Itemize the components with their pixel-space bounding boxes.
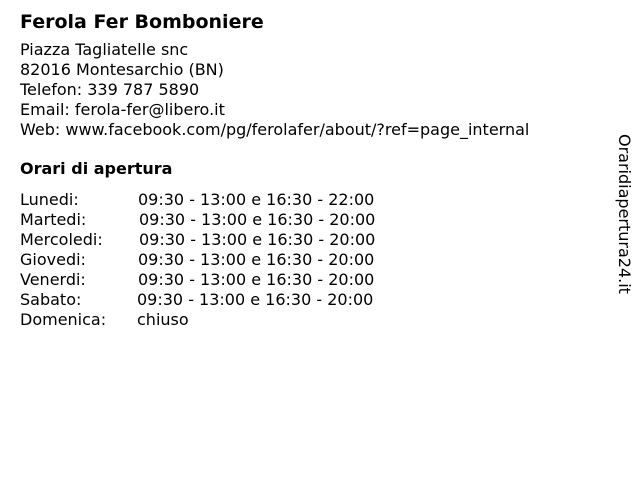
site-watermark: Oraridiapertura24.it xyxy=(615,134,634,294)
day-label: Giovedi: xyxy=(20,250,86,269)
hours-value: 09:30 - 13:00 e 16:30 - 22:00 xyxy=(138,190,375,209)
hours-value: 09:30 - 13:00 e 16:30 - 20:00 xyxy=(139,230,376,249)
hours-value: 09:30 - 13:00 e 16:30 - 20:00 xyxy=(138,250,375,269)
hours-row-friday xyxy=(20,270,610,290)
day-label: Martedi: xyxy=(20,210,87,229)
hours-value: 09:30 - 13:00 e 16:30 - 20:00 xyxy=(137,290,374,309)
address-street: Piazza Tagliatelle snc xyxy=(20,40,189,59)
day-label: Lunedi: xyxy=(20,190,79,209)
email-line: Email: ferola-fer@libero.it xyxy=(20,100,225,119)
business-name: Ferola Fer Bomboniere xyxy=(20,11,264,33)
phone-line: Telefon: 339 787 5890 xyxy=(20,80,200,99)
hours-row-saturday xyxy=(20,290,610,310)
day-label: Domenica: xyxy=(20,310,107,329)
hours-value: 09:30 - 13:00 e 16:30 - 20:00 xyxy=(139,210,376,229)
business-card xyxy=(20,8,610,330)
hours-value: 09:30 - 13:00 e 16:30 - 20:00 xyxy=(138,270,375,289)
address-city: 82016 Montesarchio (BN) xyxy=(20,60,224,79)
opening-hours-table xyxy=(20,190,610,330)
hours-row-thursday xyxy=(20,250,610,270)
hours-row-tuesday xyxy=(20,210,610,230)
hours-row-sunday xyxy=(20,310,610,330)
hours-row-wednesday xyxy=(20,230,610,250)
hours-value: chiuso xyxy=(137,310,189,329)
website-line: Web: www.facebook.com/pg/ferolafer/about/?ref=page_internal xyxy=(20,120,530,139)
opening-hours-title: Orari di apertura xyxy=(20,159,173,178)
hours-row-monday xyxy=(20,190,610,210)
day-label: Venerdi: xyxy=(20,270,86,289)
day-label: Mercoledi: xyxy=(20,230,103,249)
day-label: Sabato: xyxy=(20,290,82,309)
